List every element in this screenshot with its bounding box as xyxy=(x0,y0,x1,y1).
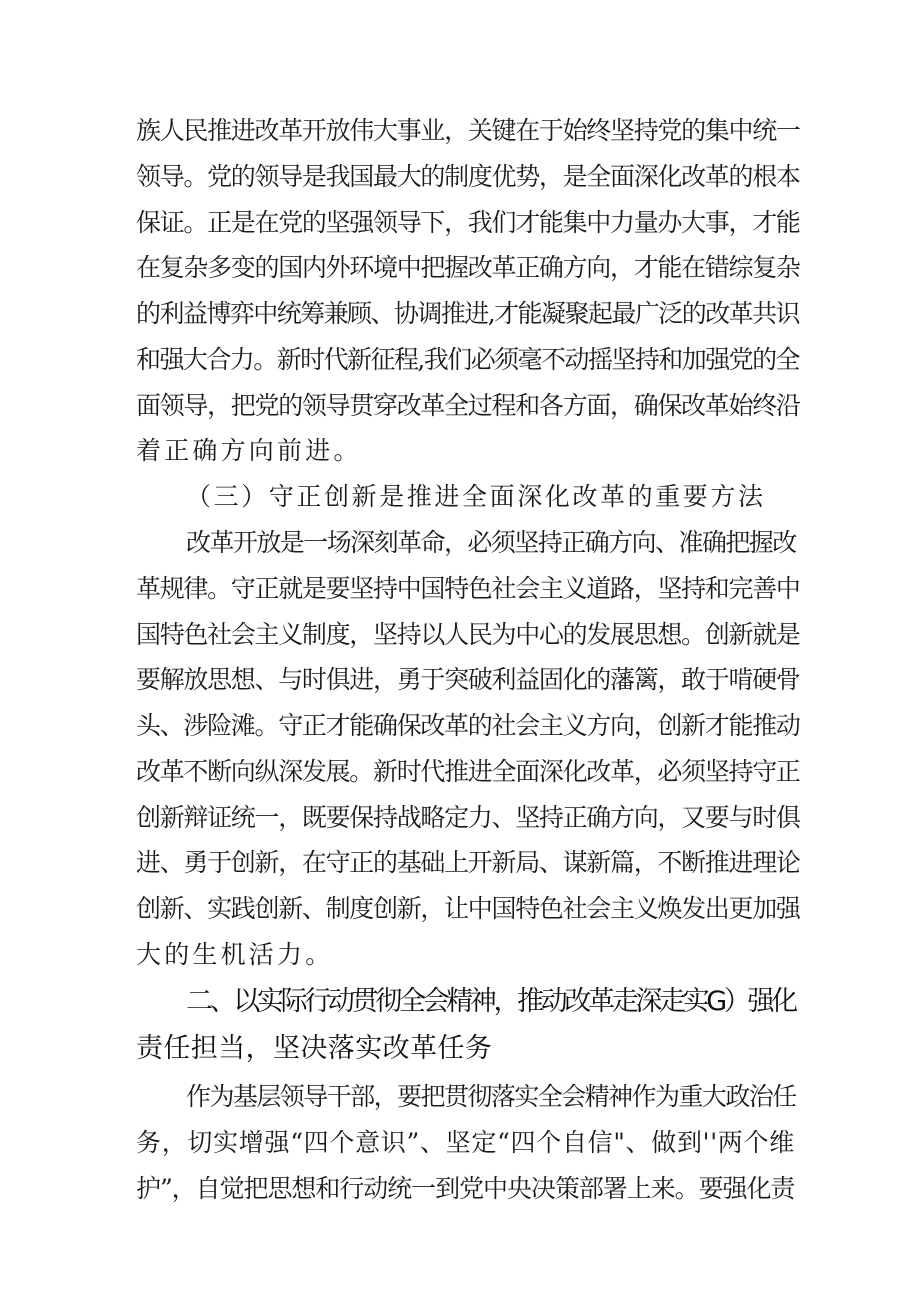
text-line: 作为基层领导干部，要把贯彻落实全会精神作为重大政治任 xyxy=(186,1082,796,1111)
section-subheading: （三）守正创新是推进全面深化改革的重要方法 xyxy=(186,482,766,511)
text-line: 革规律。守正就是要坚持中国特色社会主义道路，坚持和完善中 xyxy=(136,574,800,603)
text-line: 改革开放是一场深刻革命，必须坚持正确方向、准确把握改 xyxy=(186,528,796,557)
text-line: 护”，自觉把思想和行动统一到党中央决策部署上来。要强化责 xyxy=(136,1174,795,1203)
text-line: 改革不断向纵深发展。新时代推进全面深化改革，必须坚持守正 xyxy=(136,757,800,786)
heading-line: 责任担当，坚决落实改革任务 xyxy=(136,1033,493,1064)
text-line: 要解放思想、与时俱进，勇于突破利益固化的藩篱，敢于啃硬骨 xyxy=(136,665,800,694)
text-line: 保证。正是在党的坚强领导下，我们才能集中力量办大事，才能 xyxy=(136,208,800,237)
heading-line: 二、以实际行动贯彻全会精神，推动改革走深走实G）强化 xyxy=(186,986,795,1017)
text-line: 务，切实增强“四个意识”、坚定“四个自信"、做到''两个维 xyxy=(136,1128,795,1157)
text-line: 的利益博弈中统筹兼顾、协调推进,才能凝聚起最广泛的改革共识 xyxy=(136,299,799,328)
text-line: 创新辩证统一，既要保持战略定力、坚持正确方向，又要与时俱 xyxy=(136,803,800,832)
text-line: 头、涉险滩。守正才能确保改革的社会主义方向，创新才能推动 xyxy=(136,711,800,740)
text-line: 领导。党的领导是我国最大的制度优势，是全面深化改革的根本 xyxy=(136,162,800,191)
text-line: 创新、实践创新、制度创新，让中国特色社会主义焕发出更加强 xyxy=(136,894,800,923)
text-line: 在复杂多变的国内外环境中把握改革正确方向，才能在错综复杂 xyxy=(136,253,800,282)
text-line: 着正确方向前进。 xyxy=(136,436,362,465)
text-line: 和强大合力。新时代新征程,我们必须毫不动摇坚持和加强党的全 xyxy=(136,345,799,374)
text-line: 国特色社会主义制度，坚持以人民为中心的发展思想。创新就是 xyxy=(136,620,800,649)
text-line: 大的生机活力。 xyxy=(136,940,334,969)
text-line: 进、勇于创新，在守正的基础上开新局、谋新篇，不断推进理论 xyxy=(136,848,800,877)
text-line: 面领导，把党的领导贯穿改革全过程和各方面，确保改革始终沿 xyxy=(136,391,800,420)
text-line: 族人民推进改革开放伟大事业，关键在于始终坚持党的集中统一 xyxy=(136,116,800,145)
